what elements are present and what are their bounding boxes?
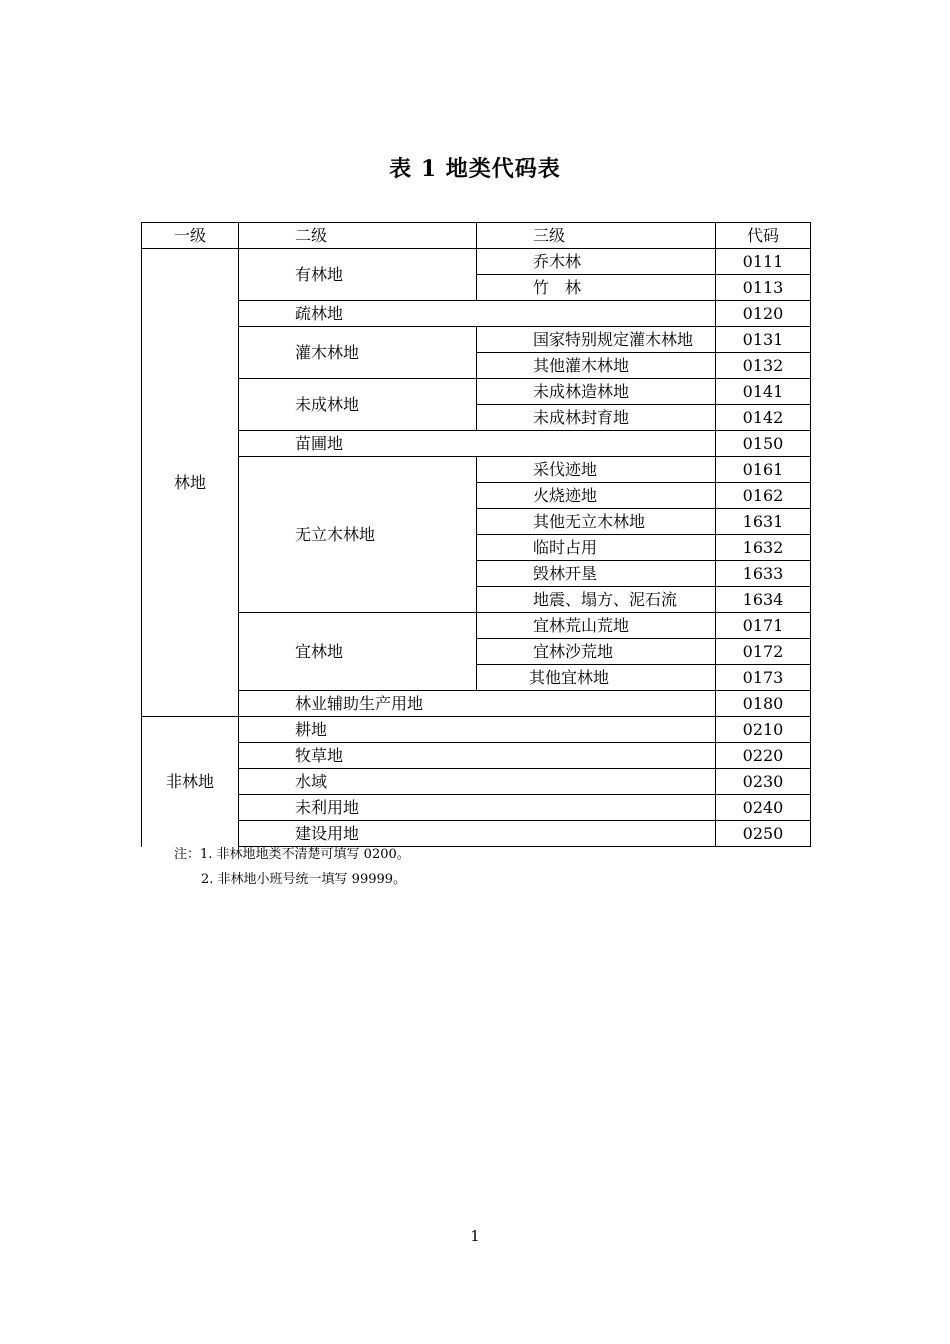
code-cell: 1633: [716, 561, 811, 587]
page-number: 1: [470, 1227, 480, 1245]
level2-cell: 宜林地: [239, 613, 477, 691]
header-level3: 三级: [477, 223, 716, 249]
code-cell: 0131: [716, 327, 811, 353]
table-header-row: [142, 223, 811, 249]
code-cell: 0111: [716, 249, 811, 275]
level2-cell: 灌木林地: [239, 327, 477, 379]
note-1: 注：1. 非林地地类不清楚可填写 0200。: [174, 847, 410, 862]
level3-cell: 地震、塌方、泥石流: [477, 587, 716, 613]
table-row: [142, 431, 811, 457]
code-cell: 0150: [716, 431, 811, 457]
level3-cell: 未成林造林地: [477, 379, 716, 405]
code-cell: 0230: [716, 769, 811, 795]
level3-cell: 宜林沙荒地: [477, 639, 716, 665]
header-level2: 二级: [239, 223, 477, 249]
level2-cell: 水域: [239, 769, 716, 795]
level2-cell: 未利用地: [239, 795, 716, 821]
code-cell: 0240: [716, 795, 811, 821]
table-row: [142, 379, 811, 405]
level3-cell: 未成林封育地: [477, 405, 716, 431]
note-2: 2. 非林地小班号统一填写 99999。: [201, 872, 407, 887]
level3-cell: 毁林开垦: [477, 561, 716, 587]
level3-cell: 其他宜林地: [477, 665, 716, 691]
page-title: 表 1 地类代码表: [389, 156, 561, 182]
level2-cell: 牧草地: [239, 743, 716, 769]
table-row: [142, 249, 811, 275]
header-code: 代码: [716, 223, 811, 249]
code-cell: 0162: [716, 483, 811, 509]
level2-cell: 苗圃地: [239, 431, 716, 457]
table-row: [142, 457, 811, 483]
level2-cell: 耕地: [239, 717, 716, 743]
level3-cell: 国家特别规定灌木林地: [477, 327, 716, 353]
level3-cell: 采伐迹地: [477, 457, 716, 483]
code-cell: 0173: [716, 665, 811, 691]
table-row: [142, 743, 811, 769]
level3-cell: 其他无立木林地: [477, 509, 716, 535]
table-row: [142, 613, 811, 639]
code-cell: 0220: [716, 743, 811, 769]
table-row: [142, 769, 811, 795]
code-cell: 0171: [716, 613, 811, 639]
code-cell: 0250: [716, 821, 811, 847]
code-cell: 1632: [716, 535, 811, 561]
level3-cell: 宜林荒山荒地: [477, 613, 716, 639]
level2-cell: 林业辅助生产用地: [239, 691, 716, 717]
code-cell: 0120: [716, 301, 811, 327]
code-cell: 1631: [716, 509, 811, 535]
code-cell: 0172: [716, 639, 811, 665]
code-cell: 0132: [716, 353, 811, 379]
code-cell: 0161: [716, 457, 811, 483]
level2-cell: 疏林地: [239, 301, 716, 327]
level2-cell: 有林地: [239, 249, 477, 301]
code-cell: 0180: [716, 691, 811, 717]
table-notes: [174, 842, 410, 892]
level3-cell: 其他灌木林地: [477, 353, 716, 379]
land-type-code-table: [141, 222, 811, 847]
level3-cell: 火烧迹地: [477, 483, 716, 509]
code-cell: 0113: [716, 275, 811, 301]
table-row: [142, 327, 811, 353]
level2-cell: 建设用地: [239, 821, 716, 847]
level2-cell: 无立木林地: [239, 457, 477, 613]
code-cell: 0142: [716, 405, 811, 431]
level3-cell: 乔木林: [477, 249, 716, 275]
level1-forest: 林地: [142, 249, 239, 717]
table-row: [142, 717, 811, 743]
code-cell: 0210: [716, 717, 811, 743]
level2-cell: 未成林地: [239, 379, 477, 431]
code-cell: 0141: [716, 379, 811, 405]
code-cell: 1634: [716, 587, 811, 613]
table-row: [142, 301, 811, 327]
level3-cell: 临时占用: [477, 535, 716, 561]
table-row: [142, 795, 811, 821]
header-level1: 一级: [142, 223, 239, 249]
level1-nonforest: 非林地: [142, 717, 239, 847]
table-row: [142, 691, 811, 717]
level3-cell: 竹 林: [477, 275, 716, 301]
